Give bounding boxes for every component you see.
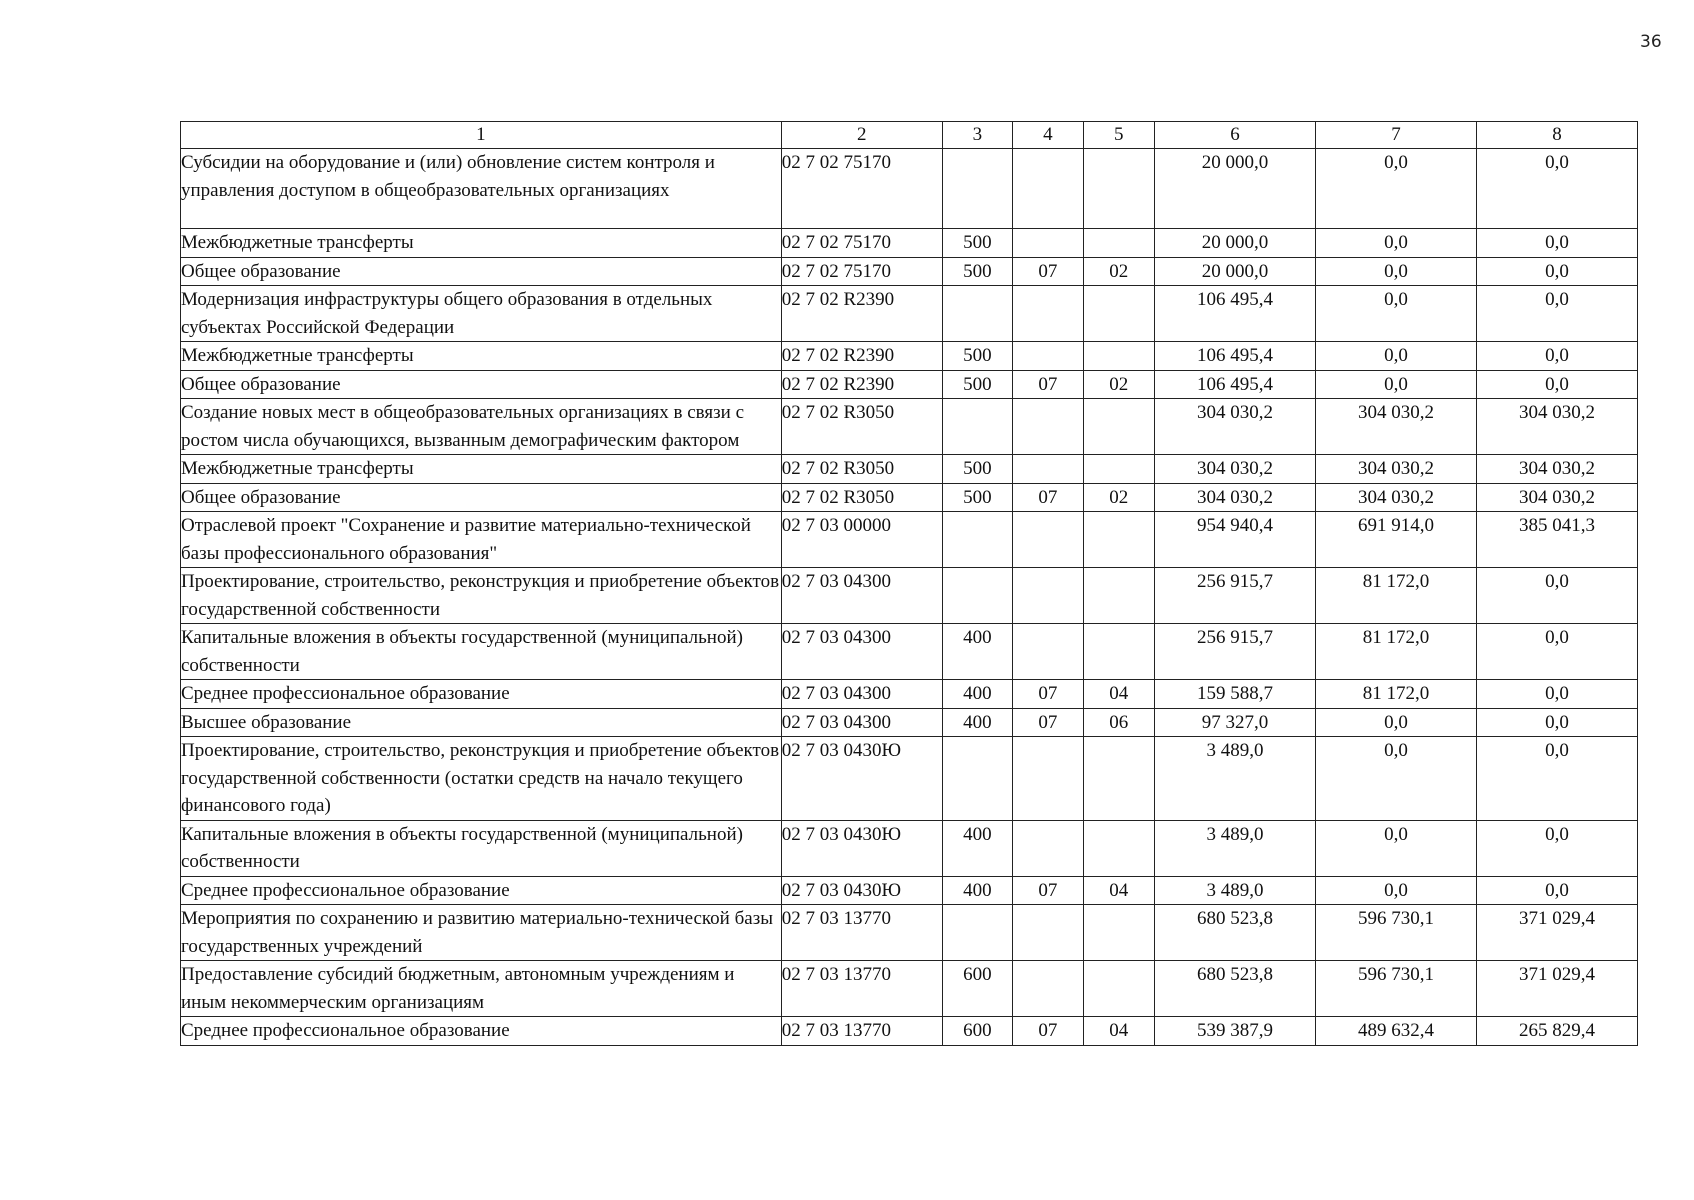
col-5: [1083, 905, 1154, 961]
amount-8: 0,0: [1476, 149, 1637, 229]
table-row: [181, 708, 1638, 737]
header-cell: 4: [1013, 122, 1083, 149]
col-4: [1013, 961, 1083, 1017]
item-name: Создание новых мест в общеобразовательных организациях в связи с ростом числа обучающихся, вызванным демографическим фактором: [181, 399, 782, 455]
table-row: [181, 905, 1638, 961]
amount-7: 304 030,2: [1315, 399, 1476, 455]
item-code: 02 7 03 04300: [781, 624, 942, 680]
amount-8: 0,0: [1476, 708, 1637, 737]
col-4: 07: [1013, 708, 1083, 737]
amount-7: 304 030,2: [1315, 455, 1476, 484]
col-4: 07: [1013, 370, 1083, 399]
col-5: [1083, 512, 1154, 568]
table-row: [181, 483, 1638, 512]
amount-7: 596 730,1: [1315, 961, 1476, 1017]
col-5: 02: [1083, 370, 1154, 399]
col-3: 500: [942, 257, 1012, 286]
item-code: 02 7 02 R2390: [781, 342, 942, 371]
amount-7: 81 172,0: [1315, 624, 1476, 680]
item-name: Субсидии на оборудование и (или) обновление систем контроля и управления доступом в общеобразовательных организациях: [181, 149, 782, 229]
col-3: 600: [942, 1017, 1012, 1046]
table-row: [181, 820, 1638, 876]
col-3: 400: [942, 820, 1012, 876]
amount-7: 0,0: [1315, 342, 1476, 371]
col-5: [1083, 229, 1154, 258]
amount-6: 3 489,0: [1154, 876, 1315, 905]
item-code: 02 7 03 00000: [781, 512, 942, 568]
col-3: [942, 905, 1012, 961]
header-row: [181, 122, 1638, 149]
col-3: 600: [942, 961, 1012, 1017]
amount-8: 0,0: [1476, 624, 1637, 680]
table-row: [181, 257, 1638, 286]
col-4: 07: [1013, 257, 1083, 286]
col-3: 500: [942, 483, 1012, 512]
amount-8: 0,0: [1476, 737, 1637, 821]
item-code: 02 7 03 13770: [781, 905, 942, 961]
amount-6: 159 588,7: [1154, 680, 1315, 709]
item-name: Проектирование, строительство, реконструкция и приобретение объектов государственной собственности: [181, 568, 782, 624]
col-5: [1083, 342, 1154, 371]
amount-6: 304 030,2: [1154, 455, 1315, 484]
col-5: [1083, 737, 1154, 821]
amount-7: 0,0: [1315, 820, 1476, 876]
header-cell: 8: [1476, 122, 1637, 149]
amount-7: 0,0: [1315, 737, 1476, 821]
item-name: Мероприятия по сохранению и развитию материально-технической базы государственных учреждений: [181, 905, 782, 961]
item-name: Высшее образование: [181, 708, 782, 737]
header-cell: 3: [942, 122, 1012, 149]
item-name: Межбюджетные трансферты: [181, 455, 782, 484]
amount-6: 256 915,7: [1154, 624, 1315, 680]
amount-7: 0,0: [1315, 286, 1476, 342]
amount-6: 106 495,4: [1154, 342, 1315, 371]
amount-6: 20 000,0: [1154, 149, 1315, 229]
amount-8: 0,0: [1476, 876, 1637, 905]
item-name: Модернизация инфраструктуры общего образования в отдельных субъектах Российской Федерации: [181, 286, 782, 342]
amount-7: 0,0: [1315, 876, 1476, 905]
amount-6: 3 489,0: [1154, 737, 1315, 821]
col-3: 500: [942, 342, 1012, 371]
col-5: [1083, 399, 1154, 455]
item-name: Общее образование: [181, 370, 782, 399]
col-4: [1013, 229, 1083, 258]
amount-8: 265 829,4: [1476, 1017, 1637, 1046]
item-name: Межбюджетные трансферты: [181, 342, 782, 371]
item-name: Общее образование: [181, 483, 782, 512]
col-4: [1013, 342, 1083, 371]
amount-7: 0,0: [1315, 149, 1476, 229]
amount-8: 304 030,2: [1476, 399, 1637, 455]
item-name: Среднее профессиональное образование: [181, 1017, 782, 1046]
col-4: [1013, 149, 1083, 229]
col-4: 07: [1013, 680, 1083, 709]
amount-8: 0,0: [1476, 286, 1637, 342]
amount-6: 304 030,2: [1154, 483, 1315, 512]
amount-8: 304 030,2: [1476, 455, 1637, 484]
table-row: [181, 1017, 1638, 1046]
item-code: 02 7 02 R3050: [781, 455, 942, 484]
col-3: [942, 512, 1012, 568]
col-5: [1083, 455, 1154, 484]
amount-7: 304 030,2: [1315, 483, 1476, 512]
amount-6: 20 000,0: [1154, 229, 1315, 258]
amount-6: 304 030,2: [1154, 399, 1315, 455]
amount-8: 371 029,4: [1476, 905, 1637, 961]
table-row: [181, 455, 1638, 484]
amount-7: 0,0: [1315, 229, 1476, 258]
item-code: 02 7 02 R3050: [781, 483, 942, 512]
item-name: Проектирование, строительство, реконструкция и приобретение объектов государственной собственности (остатки средств на начало текущего финансового года): [181, 737, 782, 821]
amount-7: 81 172,0: [1315, 680, 1476, 709]
amount-6: 106 495,4: [1154, 286, 1315, 342]
item-code: 02 7 03 04300: [781, 708, 942, 737]
col-5: 04: [1083, 680, 1154, 709]
col-5: [1083, 624, 1154, 680]
item-code: 02 7 02 75170: [781, 229, 942, 258]
item-code: 02 7 02 75170: [781, 149, 942, 229]
table-row: [181, 370, 1638, 399]
item-code: 02 7 02 R3050: [781, 399, 942, 455]
table-row: [181, 876, 1638, 905]
item-code: 02 7 03 0430Ю: [781, 737, 942, 821]
col-3: [942, 737, 1012, 821]
table-row: [181, 149, 1638, 229]
item-code: 02 7 02 R2390: [781, 286, 942, 342]
table-row: [181, 286, 1638, 342]
amount-8: 304 030,2: [1476, 483, 1637, 512]
col-4: [1013, 568, 1083, 624]
amount-6: 680 523,8: [1154, 961, 1315, 1017]
item-name: Межбюджетные трансферты: [181, 229, 782, 258]
amount-8: 385 041,3: [1476, 512, 1637, 568]
col-4: [1013, 512, 1083, 568]
table-row: [181, 512, 1638, 568]
col-3: 400: [942, 708, 1012, 737]
amount-8: 0,0: [1476, 568, 1637, 624]
item-code: 02 7 02 75170: [781, 257, 942, 286]
budget-table: [180, 121, 1638, 1046]
amount-6: 20 000,0: [1154, 257, 1315, 286]
col-4: 07: [1013, 1017, 1083, 1046]
col-4: [1013, 624, 1083, 680]
amount-6: 954 940,4: [1154, 512, 1315, 568]
table-row: [181, 961, 1638, 1017]
col-5: 02: [1083, 257, 1154, 286]
col-4: [1013, 737, 1083, 821]
item-name: Среднее профессиональное образование: [181, 680, 782, 709]
amount-6: 97 327,0: [1154, 708, 1315, 737]
amount-8: 0,0: [1476, 229, 1637, 258]
col-4: [1013, 905, 1083, 961]
item-code: 02 7 02 R2390: [781, 370, 942, 399]
item-code: 02 7 03 04300: [781, 568, 942, 624]
header-cell: 1: [181, 122, 782, 149]
item-name: Капитальные вложения в объекты государственной (муниципальной) собственности: [181, 624, 782, 680]
item-name: Среднее профессиональное образование: [181, 876, 782, 905]
item-code: 02 7 03 04300: [781, 680, 942, 709]
table-row: [181, 229, 1638, 258]
table-row: [181, 399, 1638, 455]
amount-8: 0,0: [1476, 257, 1637, 286]
amount-7: 691 914,0: [1315, 512, 1476, 568]
col-5: [1083, 286, 1154, 342]
amount-7: 0,0: [1315, 708, 1476, 737]
col-5: 02: [1083, 483, 1154, 512]
table-row: [181, 737, 1638, 821]
col-3: [942, 286, 1012, 342]
col-3: 500: [942, 229, 1012, 258]
amount-6: 106 495,4: [1154, 370, 1315, 399]
col-4: [1013, 820, 1083, 876]
amount-8: 371 029,4: [1476, 961, 1637, 1017]
amount-7: 596 730,1: [1315, 905, 1476, 961]
col-5: 06: [1083, 708, 1154, 737]
amount-6: 256 915,7: [1154, 568, 1315, 624]
item-code: 02 7 03 13770: [781, 961, 942, 1017]
item-code: 02 7 03 13770: [781, 1017, 942, 1046]
header-cell: 6: [1154, 122, 1315, 149]
amount-6: 539 387,9: [1154, 1017, 1315, 1046]
amount-8: 0,0: [1476, 680, 1637, 709]
col-4: [1013, 286, 1083, 342]
col-3: [942, 149, 1012, 229]
col-3: [942, 399, 1012, 455]
header-cell: 2: [781, 122, 942, 149]
col-4: [1013, 399, 1083, 455]
item-code: 02 7 03 0430Ю: [781, 820, 942, 876]
table-row: [181, 624, 1638, 680]
amount-7: 489 632,4: [1315, 1017, 1476, 1046]
col-5: 04: [1083, 876, 1154, 905]
col-4: 07: [1013, 483, 1083, 512]
col-3: [942, 568, 1012, 624]
amount-6: 3 489,0: [1154, 820, 1315, 876]
amount-7: 0,0: [1315, 257, 1476, 286]
header-cell: 7: [1315, 122, 1476, 149]
item-code: 02 7 03 0430Ю: [781, 876, 942, 905]
col-5: [1083, 149, 1154, 229]
amount-8: 0,0: [1476, 370, 1637, 399]
item-name: Капитальные вложения в объекты государственной (муниципальной) собственности: [181, 820, 782, 876]
table-row: [181, 680, 1638, 709]
header-cell: 5: [1083, 122, 1154, 149]
col-5: [1083, 961, 1154, 1017]
item-name: Отраслевой проект "Сохранение и развитие материально-технической базы профессионального образования": [181, 512, 782, 568]
col-3: 500: [942, 370, 1012, 399]
col-5: 04: [1083, 1017, 1154, 1046]
col-3: 400: [942, 680, 1012, 709]
col-5: [1083, 820, 1154, 876]
page-number: 36: [1640, 32, 1662, 52]
amount-7: 0,0: [1315, 370, 1476, 399]
amount-8: 0,0: [1476, 342, 1637, 371]
table-row: [181, 568, 1638, 624]
item-name: Общее образование: [181, 257, 782, 286]
table-row: [181, 342, 1638, 371]
amount-7: 81 172,0: [1315, 568, 1476, 624]
col-5: [1083, 568, 1154, 624]
item-name: Предоставление субсидий бюджетным, автономным учреждениям и иным некоммерческим организациям: [181, 961, 782, 1017]
col-3: 400: [942, 876, 1012, 905]
amount-6: 680 523,8: [1154, 905, 1315, 961]
col-3: 400: [942, 624, 1012, 680]
col-4: [1013, 455, 1083, 484]
amount-8: 0,0: [1476, 820, 1637, 876]
col-3: 500: [942, 455, 1012, 484]
col-4: 07: [1013, 876, 1083, 905]
